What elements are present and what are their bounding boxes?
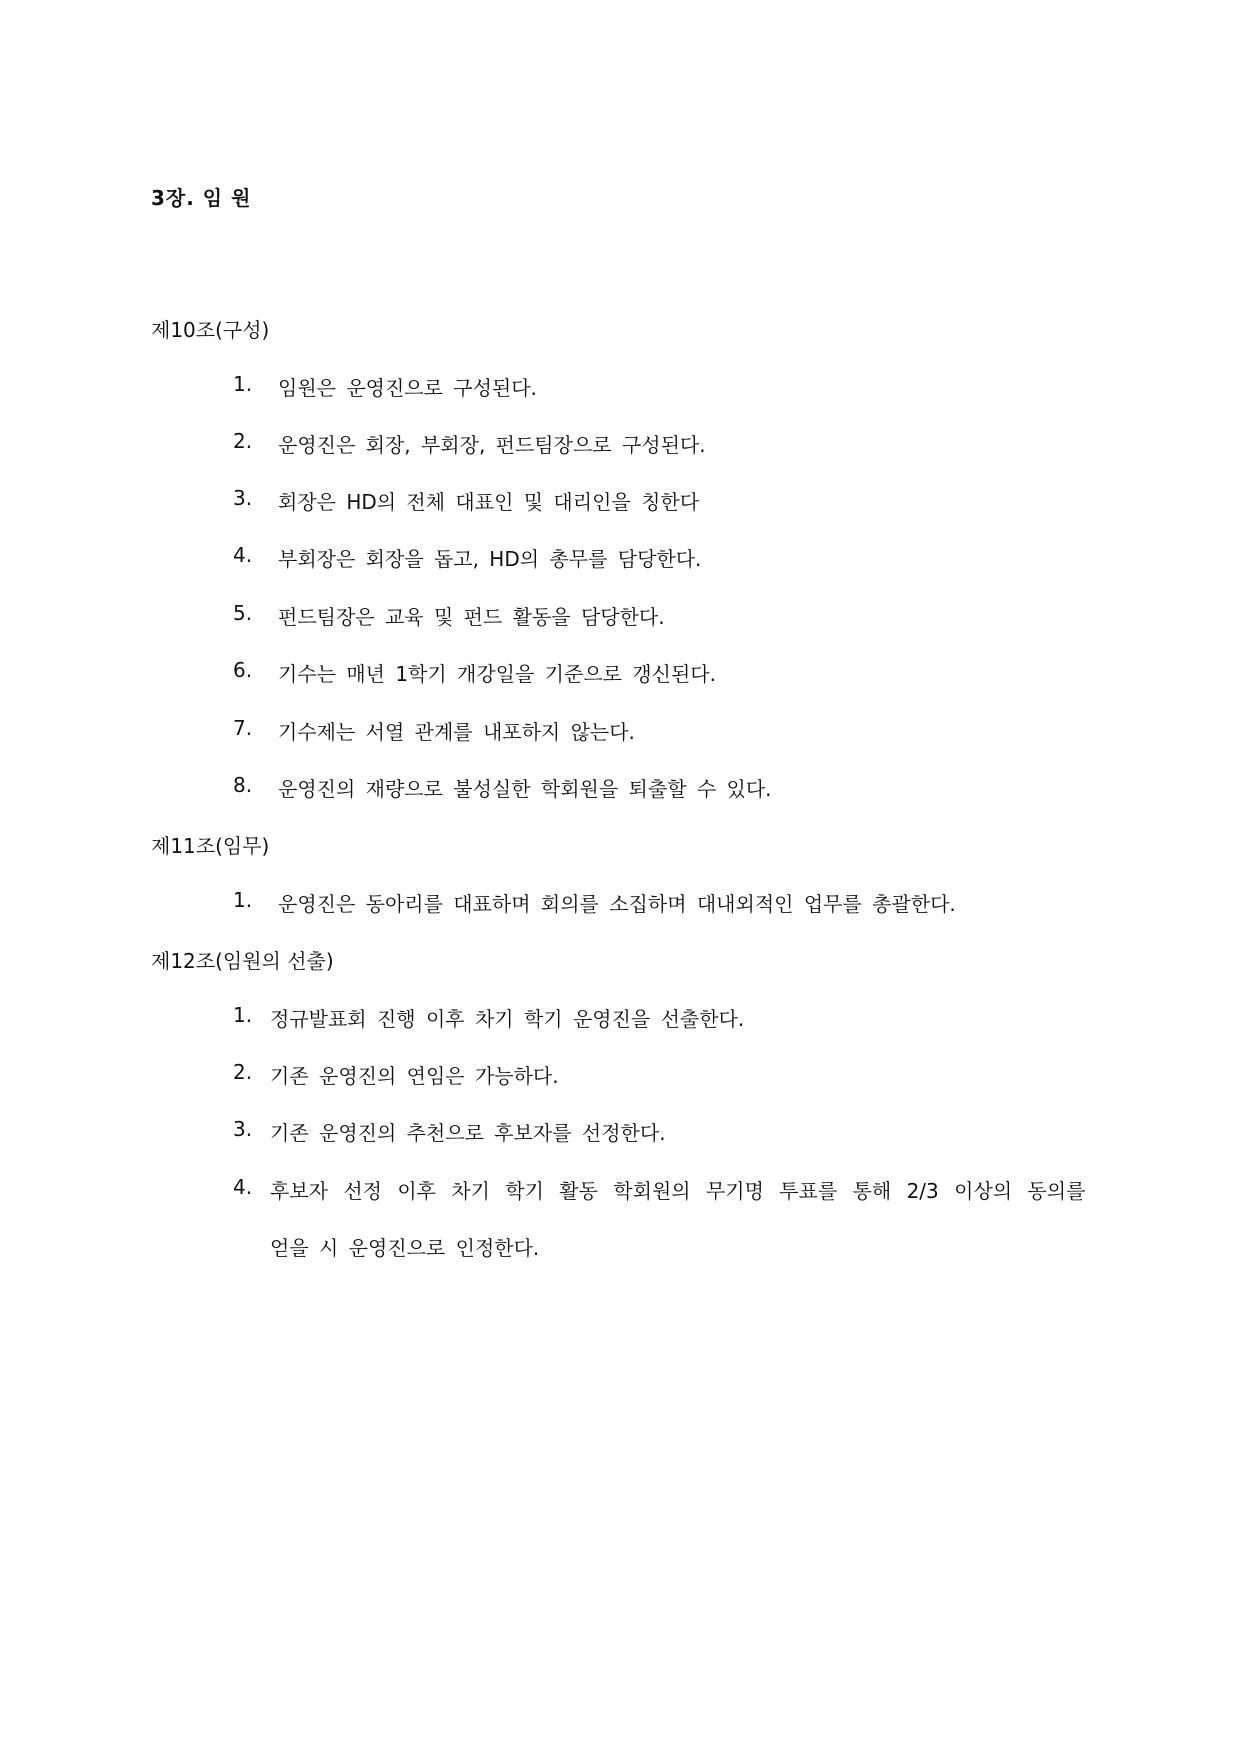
item-number: 3. [233,486,253,510]
item-number: 2. [233,1060,253,1084]
item-number: 4. [233,1175,253,1199]
article-10-heading: 제10조(구성) [151,318,270,342]
item-text: 기존 운영진의 연임은 가능하다. [270,1064,559,1088]
item-text: 정규발표회 진행 이후 차기 학기 운영진을 선출한다. [270,1007,745,1031]
item-text: 기존 운영진의 추천으로 후보자를 선정한다. [270,1121,666,1145]
item-text: 임원은 운영진으로 구성된다. [278,376,537,400]
item-text: 펀드팀장은 교육 및 펀드 활동을 담당한다. [278,605,665,629]
item-number: 2. [233,429,253,453]
item-text: 운영진은 회장, 부회장, 펀드팀장으로 구성된다. [278,433,706,457]
item-number: 3. [233,1117,253,1141]
item-number: 6. [233,658,253,682]
item-text: 부회장은 회장을 돕고, HD의 총무를 담당한다. [278,547,702,571]
item-number: 5. [233,601,253,625]
item-text: 후보자 선정 이후 차기 학기 활동 학회원의 무기명 투표를 통해 2/3 이상의 동의를 [270,1179,1086,1203]
item-number: 1. [233,888,253,912]
item-text: 운영진은 동아리를 대표하며 회의를 소집하며 대내외적인 업무를 총괄한다. [278,892,956,916]
item-text: 기수는 매년 1학기 개강일을 기준으로 갱신된다. [278,662,716,686]
item-number: 1. [233,372,253,396]
chapter-title: 3장. 임 원 [151,186,252,210]
item-number: 1. [233,1003,253,1027]
item-text: 운영진의 재량으로 불성실한 학회원을 퇴출할 수 있다. [278,777,772,801]
article-12-heading: 제12조(임원의 선출) [151,949,334,973]
article-11-heading: 제11조(임무) [151,834,270,858]
item-number: 7. [233,716,253,740]
item-text: 회장은 HD의 전체 대표인 및 대리인을 칭한다 [278,490,700,514]
item-text-continuation: 얻을 시 운영진으로 인정한다. [270,1236,540,1260]
item-number: 8. [233,773,253,797]
item-number: 4. [233,543,253,567]
item-text: 기수제는 서열 관계를 내포하지 않는다. [278,720,635,744]
